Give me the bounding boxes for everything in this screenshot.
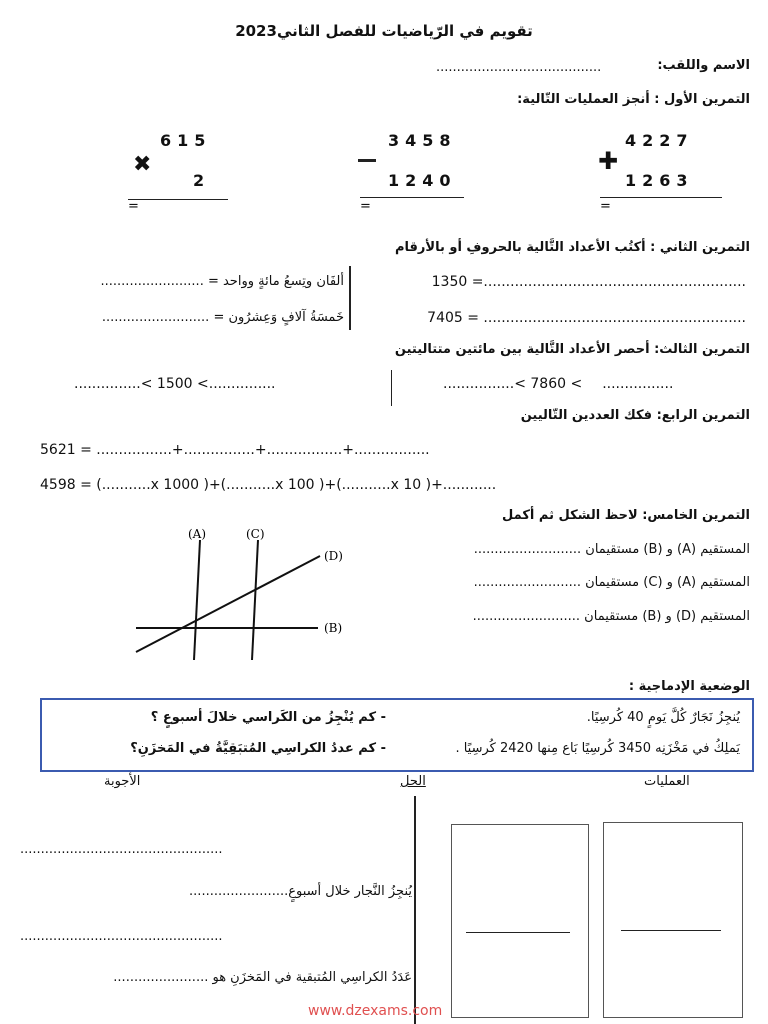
column-answers: الأجوبة	[104, 774, 141, 789]
operation-box-1	[603, 822, 743, 1018]
line-c	[252, 540, 258, 660]
page-title: تقويم في الرّياضيات للفصل الثاني2023	[235, 22, 533, 40]
addition-equals: =	[600, 199, 611, 214]
exercise-2-row2-left: خَمسَةُ آلافٍ وَعِشرُون = ..........................	[101, 310, 344, 325]
column-solution: الحل	[400, 774, 426, 789]
line-d	[136, 556, 320, 652]
multiplication-result-line	[128, 199, 228, 200]
exercise-3-left-upper: ...............	[208, 376, 276, 392]
exercise-5-line1: المستقيم (A) و (B) مستقيمان ..........................	[473, 542, 750, 557]
situation-statement-1: يُنجِزُ نَجَارٌ كُلَّ يَومٍ 40 كُرسِيًا.	[586, 710, 740, 725]
exercise-4-title: التمرين الرابع: فكك العددين التّاليين	[520, 408, 750, 423]
label-b: (B)	[324, 621, 343, 635]
multiply-icon: ✖	[133, 152, 152, 177]
situation-question-1: - كم يُنْجِزُ من الكَراسي خلالَ أسبوعٍ ؟	[150, 710, 386, 725]
exercise-3-right-upper: ................	[602, 376, 674, 392]
multiplication-top-number: 615	[160, 131, 212, 150]
exercise-3-left	[74, 376, 276, 392]
exercise-5-line3: المستقيم (D) و (B) مستقيمان ..........................	[472, 609, 750, 624]
label-a: (A)	[188, 527, 207, 541]
exercise-2-row2-right: 7405 = ...........................................................	[427, 310, 746, 326]
exercise-2-row1-right: 1350 =...........................................................	[431, 274, 746, 290]
exercise-5-title: التمرين الخامس: لاحظ الشكل ثم أكمل	[502, 508, 750, 523]
situation-title: الوضعية الإدماجية :	[628, 679, 750, 694]
lines-figure	[128, 520, 368, 670]
subtraction-result-line	[360, 197, 464, 198]
operation-box-2	[451, 824, 589, 1018]
exercise-3-right	[443, 376, 673, 392]
exercise-3-right-lower: ................< 7860 <	[443, 376, 583, 392]
multiplication-equals: =	[128, 199, 139, 214]
answer-line-1: يُنجِزُ النَّجار خلال أسبوعٍ........................	[189, 884, 412, 899]
situation-statement-2: يَملِكُ في مَخْزَنِه 3450 كُرسِيًا بَاع مِنها 2420 كُرسِيًا .	[455, 741, 740, 756]
situation-question-2: - كم عددُ الكراسِي المُتبَقِيَّةُ في المَخزَنِ؟	[130, 741, 386, 756]
addition-result-line	[600, 197, 722, 198]
exercise-2-title: التمرين الثاني : أكتُب الأعداد التَّالية بالحروفِ أو بالأرقام	[395, 240, 750, 255]
subtraction-top-number: 3458	[388, 131, 457, 150]
operation-box-2-line	[466, 932, 570, 933]
exercise-4-line2: 4598 = (...........x 1000 )+(...........x 100 )+(...........x 10 )+............	[40, 477, 497, 493]
solution-divider	[414, 796, 416, 1024]
answer-dots-2: .................................................	[20, 929, 223, 944]
plus-icon: ✚	[598, 147, 619, 175]
exercise-4-line1: 5621 = .................+................+.................+.................	[40, 442, 430, 458]
label-d: (D)	[324, 549, 343, 563]
exercise-3-title: التمرين الثالث: أحصر الأعداد التَّالية بين مائتين متتاليتين	[394, 342, 750, 357]
label-c: (C)	[246, 527, 265, 541]
exercise-3-divider	[391, 370, 392, 406]
multiplication-bottom-number: 2	[193, 171, 211, 190]
exercise-3-left-lower: ...............< 1500 <	[74, 376, 209, 392]
column-operations: العمليات	[644, 774, 690, 789]
answer-dots-1: .................................................	[20, 842, 223, 857]
exercise-2-divider	[349, 266, 351, 330]
answer-line-2: عَدَدُ الكراسِي المُتبقية في المَخزَنِ هو .......................	[113, 970, 412, 985]
name-dots: ........................................	[436, 60, 602, 75]
minus-icon	[358, 159, 376, 162]
exercise-1-title: التمرين الأول : أنجز العمليات التّالية:	[517, 92, 750, 107]
exercise-5-line2: المستقيم (A) و (C) مستقيمان ..........................	[473, 575, 750, 590]
addition-top-number: 4227	[625, 131, 694, 150]
line-a	[194, 540, 200, 660]
watermark: www.dzexams.com	[308, 1003, 443, 1019]
exercise-2-row1-left: ألفَان وتِسعُ مائةٍ وواحد = .........................	[100, 274, 344, 289]
subtraction-equals: =	[360, 199, 371, 214]
subtraction-bottom-number: 1240	[388, 171, 457, 190]
addition-bottom-number: 1263	[625, 171, 694, 190]
operation-box-1-line	[621, 930, 721, 931]
name-label: الاسم واللقب:	[657, 58, 750, 73]
